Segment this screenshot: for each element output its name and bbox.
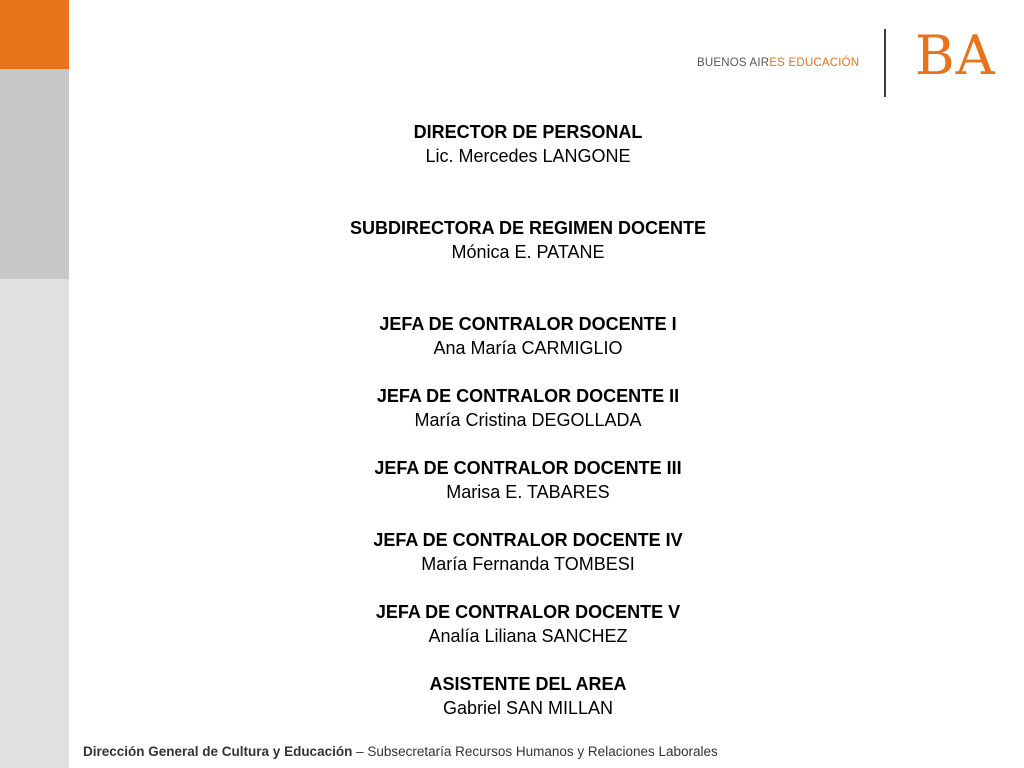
ba-logo: BA (915, 24, 996, 87)
sidebar-gray-block (0, 69, 69, 279)
staff-entry-asistente (294, 672, 762, 720)
brand-text (697, 57, 859, 69)
footer-department: – Subsecretaría Recursos Humanos y Relaciones Laborales (352, 744, 718, 759)
staff-role: DIRECTOR DE PERSONAL (413, 122, 643, 142)
staff-name: Analía Liliana SANCHEZ (428, 626, 628, 646)
sidebar-light-block (0, 279, 69, 768)
staff-entry-director (294, 120, 762, 168)
staff-role: JEFA DE CONTRALOR DOCENTE II (376, 386, 680, 406)
staff-role: JEFA DE CONTRALOR DOCENTE I (379, 314, 677, 334)
staff-role: SUBDIRECTORA DE REGIMEN DOCENTE (349, 218, 707, 238)
staff-role: JEFA DE CONTRALOR DOCENTE IV (373, 530, 683, 550)
sidebar-orange-block (0, 0, 69, 69)
staff-name: Ana María CARMIGLIO (433, 338, 623, 358)
footer (83, 744, 718, 759)
staff-entry-subdirectora (294, 216, 762, 264)
staff-name: Gabriel SAN MILLAN (442, 698, 614, 718)
staff-name: Lic. Mercedes LANGONE (425, 146, 631, 166)
staff-role: JEFA DE CONTRALOR DOCENTE V (375, 602, 681, 622)
staff-role: ASISTENTE DEL AREA (429, 674, 627, 694)
staff-entry-jefa-1 (294, 312, 762, 360)
staff-name: María Cristina DEGOLLADA (414, 410, 642, 430)
staff-entry-jefa-4 (294, 528, 762, 576)
staff-entry-jefa-5 (294, 600, 762, 648)
staff-list (294, 120, 762, 720)
brand-divider (884, 29, 886, 97)
staff-entry-jefa-3 (294, 456, 762, 504)
staff-name: Mónica E. PATANE (451, 242, 605, 262)
staff-name: Marisa E. TABARES (446, 482, 610, 502)
staff-name: María Fernanda TOMBESI (421, 554, 635, 574)
staff-entry-jefa-2 (294, 384, 762, 432)
staff-role: JEFA DE CONTRALOR DOCENTE III (374, 458, 682, 478)
brand-text-part2: ES EDUCACIÓN (769, 57, 860, 69)
footer-organization: Dirección General de Cultura y Educación (83, 744, 353, 759)
brand-text-part1: BUENOS AIR (697, 57, 770, 69)
